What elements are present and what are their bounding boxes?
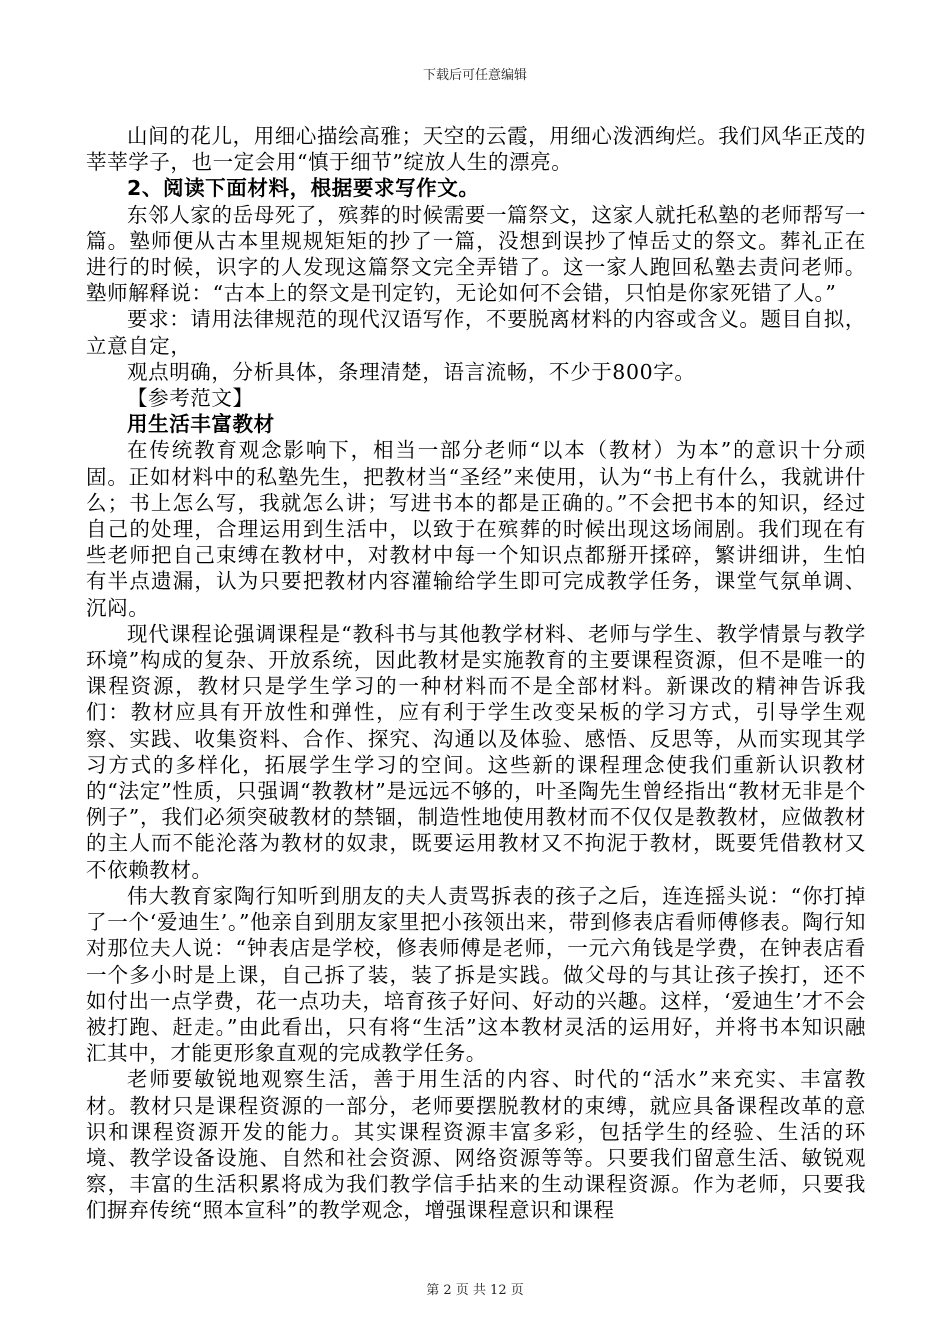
document-body [86,123,866,1224]
essay-paragraph: 伟大教育家陶行知听到朋友的夫人责骂拆表的孩子之后，连连摇头说：“你打掉了一个‘爱迪生’。”他亲自到朋友家里把小孩领出来，带到修表店看师傅修表。陶行知对那位夫人说：“钟表店是学校，修表师傅是老师，一元六角钱是学费，在钟表店看一个多小时是上课，自己拆了装，装了拆是实践。做父母的与其让孩子挨打，还不如付出一点学费，花一点功夫，培育孩子好问、好动的兴趣。这样，‘爱迪生’才不会被打跑、赶走。”由此看出，只有将“生活”这本教材灵活的运用好，并将书本知识融汇其中，才能更形象直观的完成教学任务。 [86,883,866,1066]
paragraph-intro: 山间的花儿，用细心描绘高雅；天空的云霞，用细心泼洒绚烂。我们风华正茂的莘莘学子，也一定会用“慎于细节”绽放人生的漂亮。 [86,124,866,175]
page-footer: 第 2 页 共 12 页 [426,1283,524,1298]
essay-title: 用生活丰富教材 [127,412,275,437]
essay-paragraph: 现代课程论强调课程是“教科书与其他教学材料、老师与学生、教学情景与教学环境”构成的复杂、开放系统，因此教材是实施教育的主要课程资源，但不是唯一的课程资源，教材只是学生学习的一种材料而不是全部材料。新课改的精神告诉我们：教材应具有开放性和弹性，应有利于学生改变呆板的学习方式，引导学生观察、实践、收集资料、合作、探究、沟通以及体验、感悟、反思等，从而实现其学习方式的多样化，拓展学生学习的空间。这些新的课程理念使我们重新认识教材的“法定”性质，只强调“教教材”是远远不够的，叶圣陶先生曾经指出“教材无非是个例子”，我们必须突破教材的禁锢，制造性地使用教材而不仅仅是教教材，应做教材的主人而不能沦落为教材的奴隶，既要运用教材又不拘泥于教材，既要凭借教材又不依赖教材。 [86,621,866,882]
essay-paragraph: 在传统教育观念影响下，相当一部分老师“以本（教材）为本”的意识十分顽固。正如材料中的私塾先生，把教材当“圣经”来使用，认为“书上有什么，我就讲什么；书上怎么写，我就怎么讲；写进书本的都是正确的。”不会把书本的知识，经过自己的处理，合理运用到生活中，以致于在殡葬的时候出现这场闹剧。我们现在有些老师把自己束缚在教材中，对教材中每一个知识点都掰开揉碎，繁讲细讲，生怕有半点遗漏，认为只要把教材内容灌输给学生即可完成教学任务，课堂气氛单调、沉闷。 [86,438,866,620]
essay-paragraph: 老师要敏锐地观察生活，善于用生活的内容、时代的“活水”来充实、丰富教材。教材只是课程资源的一部分，老师要摆脱教材的束缚，就应具备课程改革的意识和课程资源开发的能力。其实课程资源丰富多彩，包括学生的经验、生活的环境、教学设备设施、自然和社会资源、网络资源等等。只要我们留意生活、敏锐观察，丰富的生活积累将成为我们教学信手拈来的生动课程资源。作为老师，只要我们摒弃传统“照本宣科”的教学观念，增强课程意识和课程 [86,1067,866,1223]
question-heading: 2、阅读下面材料，根据要求写作文。 [127,176,480,201]
paragraph-requirement: 要求：请用法律规范的现代汉语写作，不要脱离材料的内容或含义。题目自拟，立意自定， [86,307,866,358]
paragraph-requirement-cont: 观点明确，分析具体，条理清楚，语言流畅，不少于800字。 [127,359,696,384]
paragraph-material: 东邻人家的岳母死了，殡葬的时候需要一篇祭文，这家人就托私塾的老师帮写一篇。塾师便从古本里规规矩矩的抄了一篇，没想到误抄了悼岳丈的祭文。葬礼正在进行的时候，识字的人发现这篇祭文完全弄错了。这一家人跑回私塾去责问老师。塾师解释说：“古本上的祭文是刊定钓，无论如何不会错，只怕是你家死错了人。” [86,202,866,306]
reference-label: 【参考范文】 [127,386,254,411]
page-header: 下载后可任意编辑 [422,68,527,83]
